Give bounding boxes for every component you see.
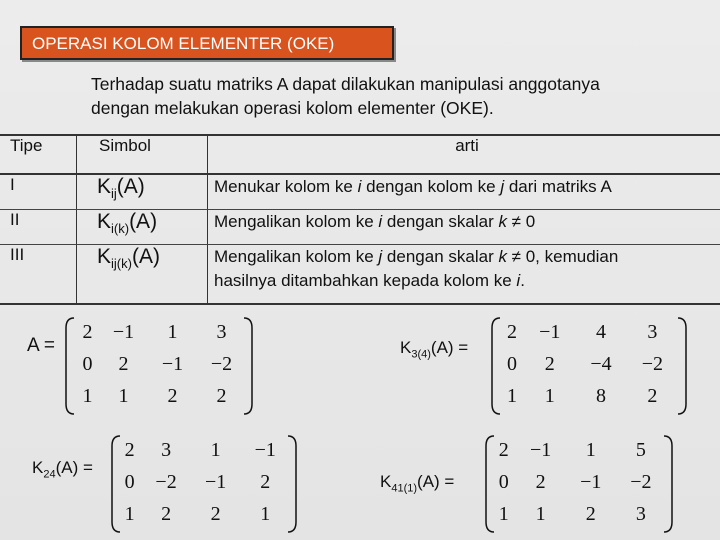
matrix-cell: 1 bbox=[124, 502, 135, 525]
text-fragment: Mengalikan kolom ke bbox=[214, 212, 379, 231]
text-fragment: (A) = bbox=[55, 458, 93, 477]
text-fragment: hasilnya ditambahkan kepada kolom ke bbox=[214, 271, 517, 290]
matrix-cell: 2 bbox=[544, 352, 555, 375]
intro-line-1: Terhadap suatu matriks A dapat dilakukan manipulasi anggotanya bbox=[91, 74, 600, 94]
matrix-cell: −1 bbox=[254, 438, 276, 461]
symbol-base: K bbox=[97, 210, 112, 233]
matrix-cell: 3 bbox=[161, 438, 172, 461]
text-fragment: ≠ 0 bbox=[506, 212, 536, 231]
operations-table bbox=[0, 134, 720, 305]
matrix-a-label: A = bbox=[27, 335, 55, 356]
matrix-cell: 2 bbox=[124, 438, 135, 461]
symbol-tail: (A) bbox=[116, 175, 145, 198]
text-fragment: K bbox=[400, 338, 412, 357]
row-symbol bbox=[77, 210, 208, 245]
table-header-row bbox=[0, 135, 720, 174]
matrix-cell: 1 bbox=[498, 502, 509, 525]
text-fragment: K bbox=[32, 458, 44, 477]
matrix-cell: 1 bbox=[82, 384, 93, 407]
text-fragment: (A) = bbox=[430, 338, 469, 357]
matrix-cell: −4 bbox=[590, 352, 612, 375]
text-fragment: dengan kolom ke bbox=[361, 177, 501, 196]
text-fragment: j bbox=[378, 247, 383, 266]
matrix-cell: 3 bbox=[647, 320, 658, 343]
matrix-cell: 4 bbox=[596, 320, 607, 343]
page-title: OPERASI KOLOM ELEMENTER (OKE) bbox=[32, 34, 335, 53]
symbol-subscript: ij bbox=[111, 186, 117, 202]
matrix-cell: −1 bbox=[161, 352, 184, 375]
table-row bbox=[0, 210, 720, 245]
matrix-cell: 3 bbox=[216, 320, 227, 343]
text-fragment: K bbox=[380, 472, 392, 491]
matrix-a bbox=[64, 316, 254, 416]
matrix-cell: 1 bbox=[535, 502, 546, 525]
matrix-k34-label bbox=[400, 338, 468, 360]
matrix-k41-label bbox=[380, 472, 454, 494]
matrix-cell: 1 bbox=[585, 438, 596, 461]
header-arti: arti bbox=[208, 135, 720, 174]
matrix-cell: −2 bbox=[641, 352, 663, 375]
text-fragment: i bbox=[378, 212, 383, 231]
matrix-cell: 2 bbox=[535, 470, 546, 493]
text-fragment: ≠ 0, kemudian bbox=[506, 247, 619, 266]
row-tipe: III bbox=[0, 245, 77, 305]
text-fragment: i bbox=[357, 177, 362, 196]
right-bracket-icon bbox=[662, 434, 674, 534]
row-description bbox=[208, 174, 720, 210]
matrix-cell: 2 bbox=[118, 352, 129, 375]
matrix-cell: −2 bbox=[630, 470, 652, 493]
text-fragment: dari matriks A bbox=[504, 177, 612, 196]
row-description bbox=[208, 210, 720, 245]
text-fragment: k bbox=[498, 212, 507, 231]
matrix-cell: 2 bbox=[585, 502, 596, 525]
symbol-subscript: ij(k) bbox=[111, 256, 132, 272]
matrix-cell: −2 bbox=[210, 352, 233, 375]
text-fragment: (A) = bbox=[417, 472, 455, 491]
title-banner bbox=[20, 26, 394, 60]
matrix-cell: −1 bbox=[580, 470, 602, 493]
matrix-cell: −1 bbox=[539, 320, 561, 343]
header-simbol: Simbol bbox=[77, 135, 208, 174]
matrix-cell: 1 bbox=[544, 384, 555, 407]
text-fragment: k bbox=[498, 247, 507, 266]
matrix-cell: 8 bbox=[596, 384, 607, 407]
right-bracket-icon bbox=[676, 316, 688, 416]
table-row bbox=[0, 174, 720, 210]
matrix-cell: 1 bbox=[507, 384, 518, 407]
matrix-cell: 2 bbox=[498, 438, 509, 461]
matrix-cell: 0 bbox=[507, 352, 518, 375]
matrix-k41 bbox=[484, 434, 674, 534]
left-bracket-icon bbox=[64, 316, 76, 416]
matrix-cell: 1 bbox=[167, 320, 178, 343]
matrix-cell: −2 bbox=[155, 470, 177, 493]
table-row bbox=[0, 245, 720, 305]
text-fragment: i bbox=[516, 271, 521, 290]
row-description bbox=[208, 245, 720, 305]
matrix-cell: 2 bbox=[260, 470, 271, 493]
text-fragment: Mengalikan kolom ke bbox=[214, 247, 379, 266]
matrix-cell: 2 bbox=[210, 502, 221, 525]
matrix-cell: 5 bbox=[635, 438, 646, 461]
intro-line-2: dengan melakukan operasi kolom elementer (OKE). bbox=[91, 98, 494, 118]
right-bracket-icon bbox=[286, 434, 298, 534]
matrix-k24-label bbox=[32, 458, 93, 480]
right-bracket-icon bbox=[242, 316, 254, 416]
matrix-cell: 1 bbox=[260, 502, 271, 525]
matrix-cell: 2 bbox=[647, 384, 658, 407]
text-fragment: 24 bbox=[43, 468, 56, 481]
matrix-k34 bbox=[490, 316, 688, 416]
intro-paragraph bbox=[91, 72, 691, 120]
matrix-cell: 3 bbox=[635, 502, 646, 525]
symbol-base: K bbox=[97, 175, 112, 198]
matrix-cell: 0 bbox=[124, 470, 135, 493]
matrix-cell: 0 bbox=[498, 470, 509, 493]
text-fragment: 3(4) bbox=[411, 348, 431, 361]
matrix-cell: 1 bbox=[118, 384, 129, 407]
matrix-cell: 2 bbox=[507, 320, 518, 343]
symbol-tail: (A) bbox=[131, 245, 160, 268]
text-fragment: dengan skalar bbox=[382, 212, 499, 231]
text-fragment: 41(1) bbox=[391, 482, 418, 495]
matrix-cell: 2 bbox=[82, 320, 93, 343]
row-tipe: I bbox=[0, 174, 77, 210]
row-tipe: II bbox=[0, 210, 77, 245]
text-fragment: j bbox=[500, 177, 505, 196]
symbol-tail: (A) bbox=[129, 210, 158, 233]
text-fragment: Menukar kolom ke bbox=[214, 177, 358, 196]
symbol-subscript: i(k) bbox=[111, 221, 130, 237]
matrix-cell: 1 bbox=[210, 438, 221, 461]
matrix-cell: 2 bbox=[216, 384, 227, 407]
matrix-cell: 0 bbox=[82, 352, 93, 375]
matrix-cell: −1 bbox=[204, 470, 227, 493]
matrix-cell: −1 bbox=[112, 320, 135, 343]
matrix-cell: 2 bbox=[167, 384, 178, 407]
header-tipe: Tipe bbox=[0, 135, 77, 174]
symbol-base: K bbox=[97, 245, 112, 268]
row-symbol bbox=[77, 245, 208, 305]
matrix-cell: −1 bbox=[529, 438, 552, 461]
row-symbol bbox=[77, 174, 208, 210]
text-fragment: dengan skalar bbox=[382, 247, 499, 266]
text-fragment: . bbox=[520, 271, 525, 290]
matrix-k24 bbox=[110, 434, 298, 534]
matrix-cell: 2 bbox=[161, 502, 172, 525]
